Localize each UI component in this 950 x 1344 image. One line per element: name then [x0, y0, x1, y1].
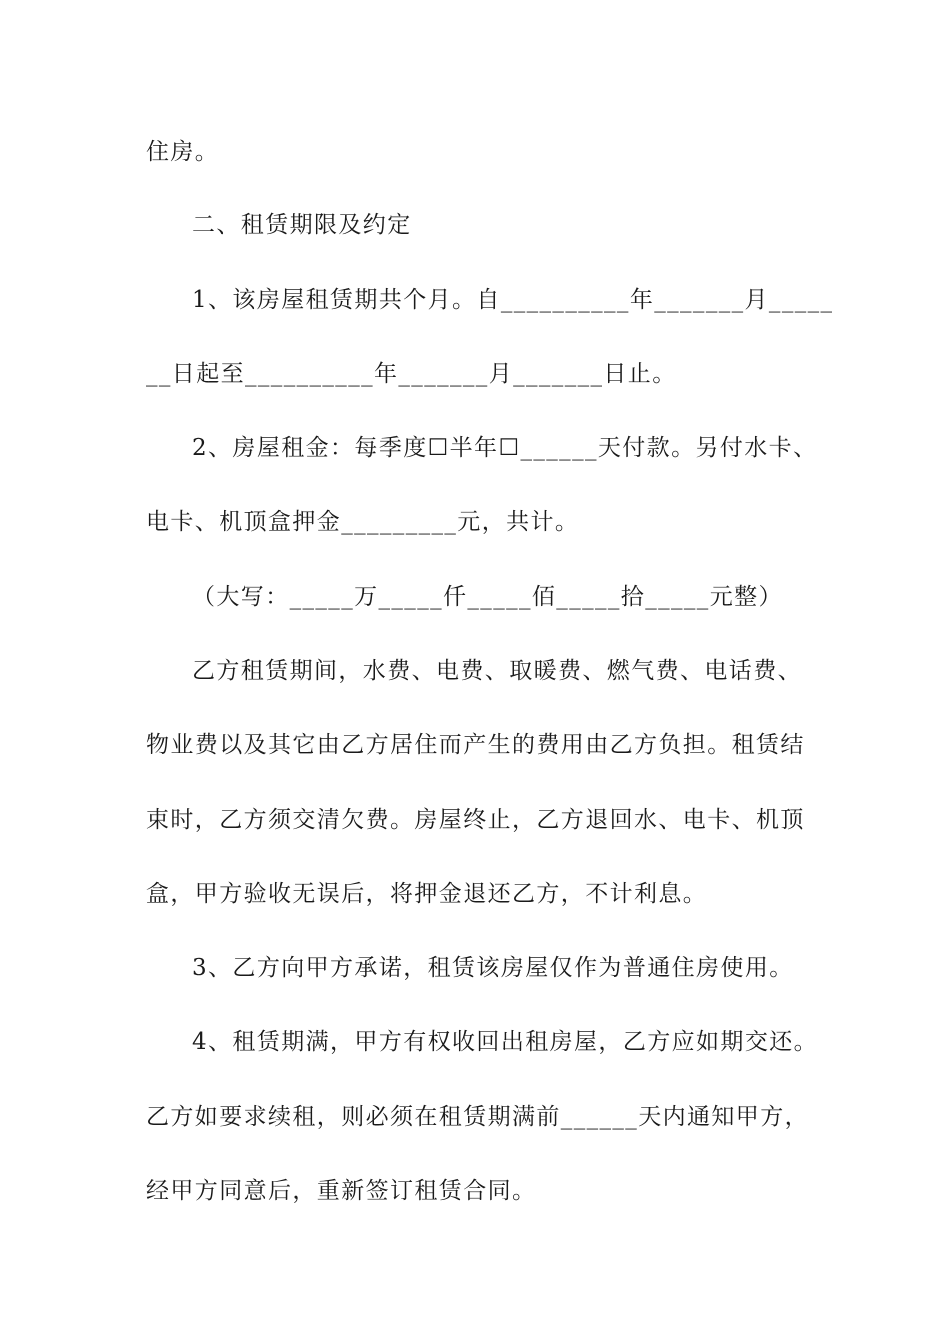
text-line-14: 乙方如要求续租，则必须在租赁期满前______天内通知甲方， [146, 1104, 809, 1130]
text-line-10: 束时，乙方须交清欠费。房屋终止，乙方退回水、电卡、机顶 [146, 807, 805, 833]
text-line-15: 经甲方同意后，重新签订租赁合同。 [146, 1178, 537, 1204]
text-line-13: 4、租赁期满，甲方有权收回出租房屋，乙方应如期交还。 [192, 1029, 819, 1055]
text-line-3: 1、该房屋租赁期共个月。自__________年_______月_____ [192, 287, 834, 313]
text-line-8: 乙方租赁期间，水费、电费、取暖费、燃气费、电话费、 [192, 658, 802, 684]
section-heading: 二、租赁期限及约定 [192, 212, 412, 238]
text-line-4: __日起至__________年_______月_______日止。 [146, 361, 677, 387]
text-line-1: 住房。 [146, 139, 220, 165]
text-line-5: 2、房屋租金：每季度☐半年☐______天付款。另付水卡、 [192, 435, 818, 461]
text-line-7: （大写：_____万_____仟_____佰_____拾_____元整） [192, 584, 783, 610]
text-line-11: 盒，甲方验收无误后，将押金退还乙方，不计利息。 [146, 881, 708, 907]
text-line-12: 3、乙方向甲方承诺，租赁该房屋仅作为普通住房使用。 [192, 955, 794, 981]
text-line-9: 物业费以及其它由乙方居住而产生的费用由乙方负担。租赁结 [146, 732, 805, 758]
text-line-6: 电卡、机顶盒押金_________元，共计。 [146, 509, 580, 535]
